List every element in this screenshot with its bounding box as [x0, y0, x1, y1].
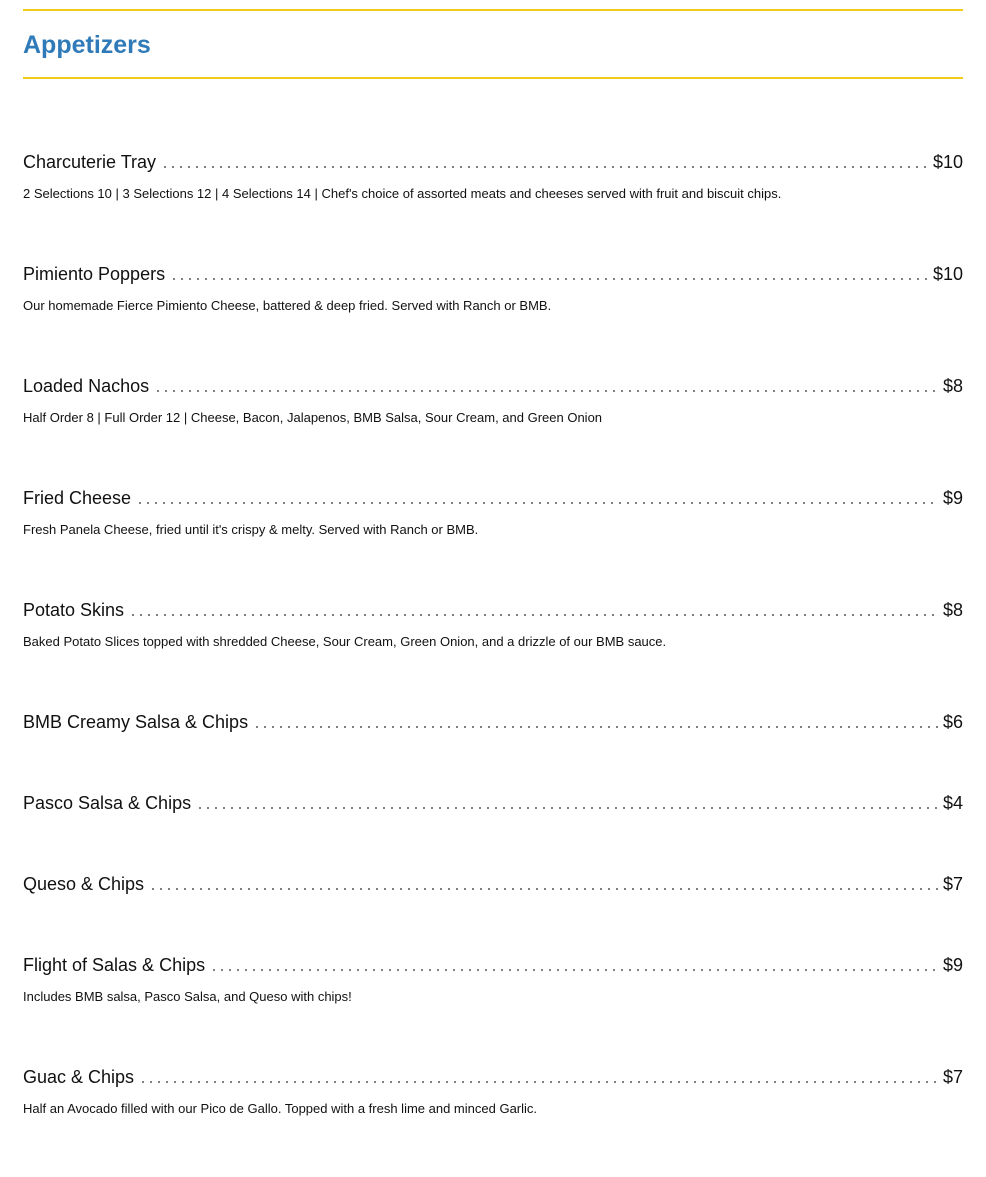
- item-description: 2 Selections 10 | 3 Selections 12 | 4 Selections 14 | Chef's choice of assorted meats and cheeses served with fruit and biscuit chips.: [23, 186, 782, 201]
- item-description: Half Order 8 | Full Order 12 | Cheese, Bacon, Jalapenos, BMB Salsa, Sour Cream, and Green Onion: [23, 410, 603, 425]
- dot-leader: [170, 278, 929, 280]
- dot-leader: [129, 614, 939, 616]
- menu-item-fried-cheese: [23, 486, 963, 539]
- item-name: Queso & Chips: [23, 874, 145, 894]
- menu-item-pasco-salsa: [23, 791, 963, 815]
- section-title: Appetizers: [23, 31, 151, 59]
- dot-leader: [196, 807, 939, 809]
- item-price: $10: [932, 152, 963, 172]
- dot-leader: [253, 726, 939, 728]
- item-name: Loaded Nachos: [23, 376, 150, 396]
- menu-item-pimiento-poppers: [23, 262, 963, 315]
- item-name: Guac & Chips: [23, 1067, 135, 1087]
- item-name: Flight of Salas & Chips: [23, 955, 206, 975]
- item-description: Fresh Panela Cheese, fried until it's crispy & melty. Served with Ranch or BMB.: [23, 522, 479, 537]
- dot-leader: [149, 888, 939, 890]
- menu-item-queso-chips: [23, 872, 963, 896]
- item-price: $4: [942, 793, 963, 813]
- menu-item-loaded-nachos: [23, 374, 963, 427]
- item-description: Includes BMB salsa, Pasco Salsa, and Queso with chips!: [23, 989, 352, 1004]
- dot-leader: [161, 166, 929, 168]
- item-name: BMB Creamy Salsa & Chips: [23, 712, 249, 732]
- item-name: Fried Cheese: [23, 488, 132, 508]
- item-name: Potato Skins: [23, 600, 125, 620]
- dot-leader: [154, 390, 939, 392]
- dot-leader: [210, 969, 939, 971]
- item-price: $8: [942, 376, 963, 396]
- item-price: $10: [932, 264, 963, 284]
- item-name: Pasco Salsa & Chips: [23, 793, 192, 813]
- item-name: Charcuterie Tray: [23, 152, 157, 172]
- item-price: $8: [942, 600, 963, 620]
- section-bottom-rule: [23, 77, 963, 79]
- item-description: Half an Avocado filled with our Pico de Gallo. Topped with a fresh lime and minced Garlic.: [23, 1101, 538, 1116]
- menu-item-guac-chips: [23, 1065, 963, 1118]
- item-price: $9: [942, 955, 963, 975]
- item-description: Our homemade Fierce Pimiento Cheese, battered & deep fried. Served with Ranch or BMB.: [23, 298, 552, 313]
- menu-item-bmb-creamy-salsa: [23, 710, 963, 734]
- item-price: $6: [942, 712, 963, 732]
- menu-page: [23, 0, 963, 1116]
- item-price: $7: [942, 874, 963, 894]
- menu-item-flight-of-salsas: [23, 953, 963, 1006]
- item-name: Pimiento Poppers: [23, 264, 166, 284]
- item-price: $7: [942, 1067, 963, 1087]
- item-description: Baked Potato Slices topped with shredded Cheese, Sour Cream, Green Onion, and a drizzle of our BMB sauce.: [23, 634, 667, 649]
- dot-leader: [139, 1081, 939, 1083]
- menu-item-charcuterie-tray: [23, 150, 963, 203]
- menu-item-potato-skins: [23, 598, 963, 651]
- item-price: $9: [942, 488, 963, 508]
- dot-leader: [136, 502, 939, 504]
